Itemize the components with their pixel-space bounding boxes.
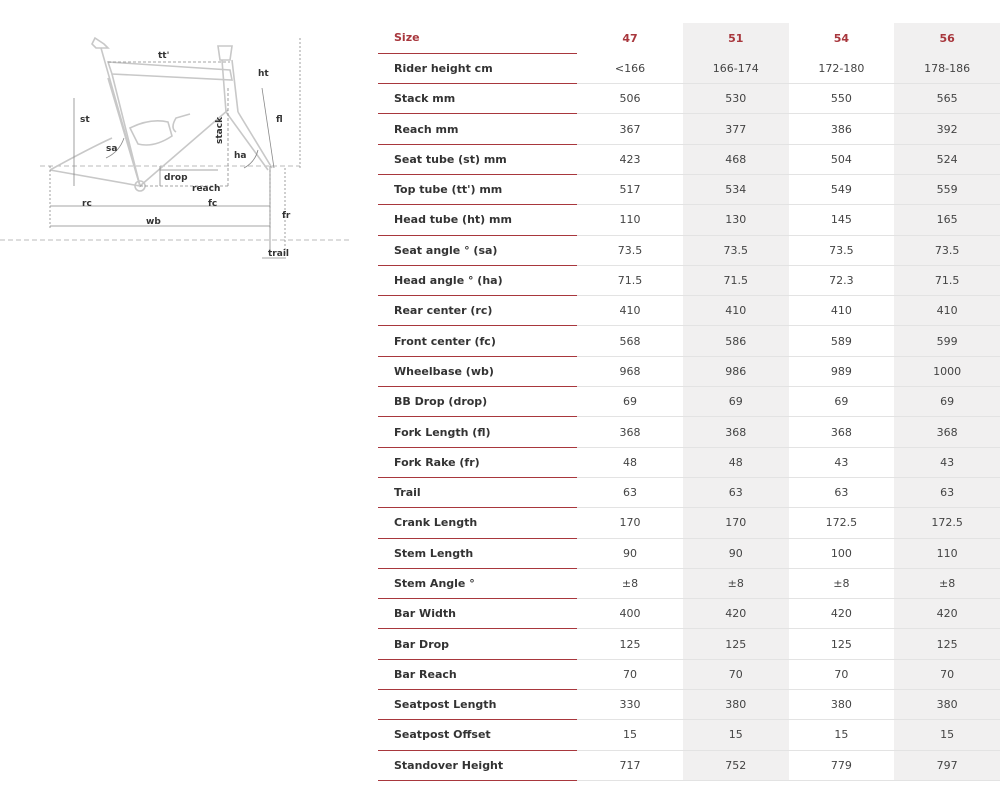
label-rc: rc	[82, 199, 92, 209]
cell-size-54: 73.5	[789, 235, 895, 265]
cell-size-54: 69	[789, 387, 895, 417]
row-label: Stem Angle °	[378, 568, 577, 598]
row-label: Top tube (tt') mm	[378, 174, 577, 204]
row-label: Head tube (ht) mm	[378, 205, 577, 235]
cell-size-56: 63	[894, 477, 1000, 507]
row-label: Fork Length (fl)	[378, 417, 577, 447]
cell-size-51: 420	[683, 599, 789, 629]
table-row	[378, 538, 1000, 568]
cell-size-47: 367	[577, 114, 683, 144]
cell-size-54: 145	[789, 205, 895, 235]
cell-size-47: 410	[577, 296, 683, 326]
cell-size-47: 73.5	[577, 235, 683, 265]
table-row	[378, 205, 1000, 235]
label-ht: ht	[258, 69, 269, 79]
cell-size-51: 71.5	[683, 265, 789, 295]
cell-size-54: 72.3	[789, 265, 895, 295]
cell-size-56: 71.5	[894, 265, 1000, 295]
table-row	[378, 447, 1000, 477]
cell-size-47: 368	[577, 417, 683, 447]
cell-size-56: 110	[894, 538, 1000, 568]
table-row	[378, 235, 1000, 265]
cell-size-47: 400	[577, 599, 683, 629]
cell-size-56: 410	[894, 296, 1000, 326]
size-header-47: 47	[622, 31, 638, 45]
table-row	[378, 659, 1000, 689]
frame-geometry-diagram	[0, 18, 360, 268]
row-label: Bar Reach	[378, 659, 577, 689]
cell-size-47: 90	[577, 538, 683, 568]
geometry-table	[378, 23, 1000, 781]
size-header-56: 56	[894, 23, 1000, 53]
cell-size-56: 73.5	[894, 235, 1000, 265]
cell-size-56: 1000	[894, 356, 1000, 386]
geometry-table-body	[378, 53, 1000, 780]
cell-size-47: 968	[577, 356, 683, 386]
cell-size-54: 589	[789, 326, 895, 356]
cell-size-54: 172.5	[789, 508, 895, 538]
cell-size-51: 15	[683, 720, 789, 750]
cell-size-54: 549	[789, 174, 895, 204]
row-label: Seat tube (st) mm	[378, 144, 577, 174]
cell-size-51: 530	[683, 84, 789, 114]
cell-size-51: 380	[683, 690, 789, 720]
cell-size-47: ±8	[577, 568, 683, 598]
cell-size-54: 172-180	[789, 53, 895, 83]
cell-size-54: ±8	[789, 568, 895, 598]
cell-size-47: 15	[577, 720, 683, 750]
cell-size-47: 423	[577, 144, 683, 174]
cell-size-54: 779	[789, 750, 895, 780]
cell-size-56: 797	[894, 750, 1000, 780]
size-header-label: Size	[378, 23, 577, 53]
cell-size-54: 504	[789, 144, 895, 174]
cell-size-56: 178-186	[894, 53, 1000, 83]
cell-size-51: 130	[683, 205, 789, 235]
row-label: Reach mm	[378, 114, 577, 144]
cell-size-47: 330	[577, 690, 683, 720]
cell-size-51: 377	[683, 114, 789, 144]
cell-size-51: 534	[683, 174, 789, 204]
table-row	[378, 477, 1000, 507]
row-label: Rear center (rc)	[378, 296, 577, 326]
table-row	[378, 417, 1000, 447]
cell-size-51: 170	[683, 508, 789, 538]
cell-size-47: <166	[577, 53, 683, 83]
table-row	[378, 629, 1000, 659]
table-row	[378, 296, 1000, 326]
cell-size-54: 100	[789, 538, 895, 568]
cell-size-56: 559	[894, 174, 1000, 204]
cell-size-51: 368	[683, 417, 789, 447]
cell-size-56: 420	[894, 599, 1000, 629]
cell-size-54: 550	[789, 84, 895, 114]
row-label: Wheelbase (wb)	[378, 356, 577, 386]
cell-size-47: 69	[577, 387, 683, 417]
row-label: Bar Width	[378, 599, 577, 629]
cell-size-47: 568	[577, 326, 683, 356]
cell-size-51: 70	[683, 659, 789, 689]
cell-size-51: 986	[683, 356, 789, 386]
label-sa: sa	[106, 144, 118, 154]
cell-size-47: 48	[577, 447, 683, 477]
table-row	[378, 356, 1000, 386]
cell-size-54: 125	[789, 629, 895, 659]
cell-size-54: 15	[789, 720, 895, 750]
cell-size-54: 63	[789, 477, 895, 507]
row-label: Seatpost Length	[378, 690, 577, 720]
table-row	[378, 568, 1000, 598]
frame-geometry-svg	[0, 18, 360, 268]
cell-size-56: 15	[894, 720, 1000, 750]
label-stack: stack	[215, 116, 225, 144]
label-tt: tt'	[158, 51, 170, 61]
cell-size-47: 125	[577, 629, 683, 659]
cell-size-47: 506	[577, 84, 683, 114]
table-row	[378, 114, 1000, 144]
cell-size-51: 63	[683, 477, 789, 507]
cell-size-51: 468	[683, 144, 789, 174]
table-row	[378, 387, 1000, 417]
table-row	[378, 750, 1000, 780]
row-label: Fork Rake (fr)	[378, 447, 577, 477]
cell-size-54: 380	[789, 690, 895, 720]
table-row	[378, 265, 1000, 295]
cell-size-51: 69	[683, 387, 789, 417]
cell-size-56: 392	[894, 114, 1000, 144]
label-trail: trail	[268, 249, 289, 259]
size-header-51: 51	[683, 23, 789, 53]
table-row	[378, 508, 1000, 538]
cell-size-56: 565	[894, 84, 1000, 114]
cell-size-54: 420	[789, 599, 895, 629]
row-label: Bar Drop	[378, 629, 577, 659]
row-label: BB Drop (drop)	[378, 387, 577, 417]
cell-size-54: 989	[789, 356, 895, 386]
cell-size-56: 70	[894, 659, 1000, 689]
cell-size-47: 170	[577, 508, 683, 538]
table-row	[378, 174, 1000, 204]
size-header-54: 54	[833, 31, 850, 45]
cell-size-51: 73.5	[683, 235, 789, 265]
table-row	[378, 720, 1000, 750]
cell-size-51: ±8	[683, 568, 789, 598]
table-row	[378, 53, 1000, 83]
label-ha: ha	[234, 151, 247, 161]
label-fr: fr	[282, 211, 291, 221]
cell-size-54: 43	[789, 447, 895, 477]
row-label: Rider height cm	[378, 53, 577, 83]
row-label: Standover Height	[378, 750, 577, 780]
cell-size-51: 90	[683, 538, 789, 568]
label-reach: reach	[192, 184, 221, 194]
cell-size-54: 368	[789, 417, 895, 447]
row-label: Head angle ° (ha)	[378, 265, 577, 295]
header-row	[378, 23, 1000, 53]
cell-size-56: 165	[894, 205, 1000, 235]
cell-size-51: 752	[683, 750, 789, 780]
table-row	[378, 84, 1000, 114]
cell-size-51: 586	[683, 326, 789, 356]
row-label: Seatpost Offset	[378, 720, 577, 750]
cell-size-54: 70	[789, 659, 895, 689]
cell-size-47: 71.5	[577, 265, 683, 295]
label-fc: fc	[208, 199, 218, 209]
cell-size-47: 63	[577, 477, 683, 507]
cell-size-54: 386	[789, 114, 895, 144]
label-drop: drop	[164, 173, 188, 183]
cell-size-56: 172.5	[894, 508, 1000, 538]
cell-size-56: ±8	[894, 568, 1000, 598]
cell-size-51: 125	[683, 629, 789, 659]
row-label: Stem Length	[378, 538, 577, 568]
row-label: Crank Length	[378, 508, 577, 538]
cell-size-51: 166-174	[683, 53, 789, 83]
cell-size-56: 69	[894, 387, 1000, 417]
label-wb: wb	[146, 217, 161, 227]
cell-size-51: 410	[683, 296, 789, 326]
cell-size-47: 517	[577, 174, 683, 204]
cell-size-56: 524	[894, 144, 1000, 174]
cell-size-51: 48	[683, 447, 789, 477]
cell-size-47: 70	[577, 659, 683, 689]
cell-size-47: 717	[577, 750, 683, 780]
table-row	[378, 690, 1000, 720]
table-row	[378, 144, 1000, 174]
row-label: Seat angle ° (sa)	[378, 235, 577, 265]
row-label: Trail	[378, 477, 577, 507]
cell-size-54: 410	[789, 296, 895, 326]
cell-size-56: 43	[894, 447, 1000, 477]
cell-size-56: 380	[894, 690, 1000, 720]
table-row	[378, 326, 1000, 356]
label-st: st	[80, 115, 90, 125]
cell-size-47: 110	[577, 205, 683, 235]
row-label: Front center (fc)	[378, 326, 577, 356]
row-label: Stack mm	[378, 84, 577, 114]
cell-size-56: 125	[894, 629, 1000, 659]
cell-size-56: 368	[894, 417, 1000, 447]
table-row	[378, 599, 1000, 629]
label-fl: fl	[276, 115, 283, 125]
cell-size-56: 599	[894, 326, 1000, 356]
